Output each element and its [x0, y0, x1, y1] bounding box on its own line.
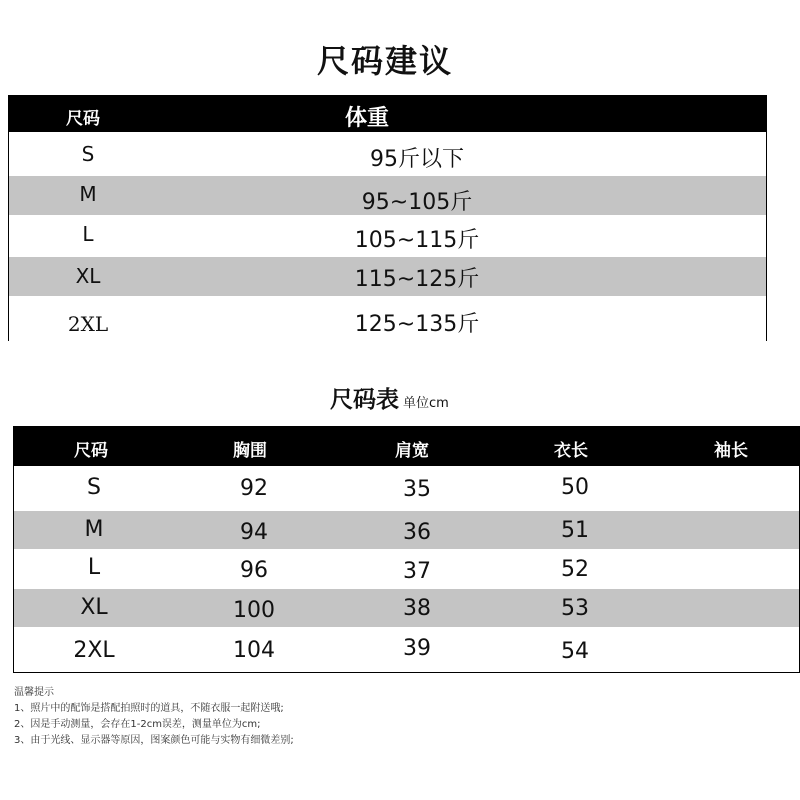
length-cell: 50: [561, 475, 589, 500]
tip-line: 2、因是手动测量，会存在1-2cm误差，测量单位为cm;: [14, 719, 261, 730]
size-cell: XL: [75, 264, 101, 288]
tips-heading: 温馨提示: [14, 687, 54, 698]
size-chart-unit: 单位cm: [403, 396, 449, 411]
weight-cell: 105~115斤: [354, 228, 480, 253]
shoulder-cell: 36: [403, 520, 431, 545]
shoulder-cell: 37: [403, 559, 431, 584]
chest-cell: 92: [240, 476, 268, 501]
size-chart-table: [13, 426, 800, 673]
table-row: [14, 627, 799, 672]
table-row: [14, 549, 799, 589]
header-sleeve: 袖长: [714, 441, 748, 461]
header-shoulder: 肩宽: [395, 441, 429, 461]
length-cell: 53: [561, 596, 589, 621]
header-chest: 胸围: [233, 441, 267, 461]
size-cell: 2XL: [73, 638, 115, 663]
shoulder-cell: 38: [403, 596, 431, 621]
size-chart-header: [14, 426, 799, 466]
header-size: 尺码: [74, 441, 108, 461]
length-cell: 54: [561, 639, 589, 664]
table-row: [9, 176, 766, 215]
table-row: [14, 466, 799, 511]
chest-cell: 100: [233, 598, 275, 623]
size-cell: S: [81, 142, 95, 166]
weight-cell: 95~105斤: [361, 190, 473, 215]
chest-cell: 96: [240, 558, 268, 583]
header-size: 尺码: [66, 109, 100, 129]
size-cell: 2XL: [67, 312, 109, 336]
tip-line: 3、由于光线、显示器等原因，图案颜色可能与实物有细微差别;: [14, 735, 294, 746]
size-advice-table: [8, 95, 767, 341]
header-weight: 体重: [345, 106, 390, 131]
table-row: [9, 296, 766, 341]
size-cell: S: [87, 475, 101, 500]
chest-cell: 94: [240, 520, 268, 545]
size-cell: XL: [80, 595, 108, 620]
chest-cell: 104: [233, 638, 275, 663]
header-length: 衣长: [554, 441, 588, 461]
size-cell: L: [87, 555, 101, 580]
table-row: [9, 215, 766, 257]
weight-cell: 125~135斤: [354, 312, 480, 337]
tip-line: 1、照片中的配饰是搭配拍照时的道具，不随衣服一起附送哦;: [14, 703, 284, 714]
table-row: [9, 257, 766, 296]
shoulder-cell: 39: [403, 636, 431, 661]
size-chart-title-text: 尺码表: [330, 387, 399, 413]
size-chart-title: [330, 381, 449, 414]
table-row: [14, 589, 799, 627]
size-cell: M: [84, 517, 104, 542]
size-cell: M: [79, 182, 97, 206]
size-cell: L: [82, 222, 94, 246]
table-row: [14, 511, 799, 549]
shoulder-cell: 35: [403, 477, 431, 502]
table-row: [9, 132, 766, 176]
tips-section: [14, 685, 294, 749]
weight-cell: 115~125斤: [354, 267, 480, 292]
length-cell: 52: [561, 557, 589, 582]
size-advice-header: [9, 95, 766, 132]
length-cell: 51: [561, 518, 589, 543]
weight-cell: 95斤以下: [370, 147, 464, 172]
size-advice-title: 尺码建议: [316, 42, 453, 80]
